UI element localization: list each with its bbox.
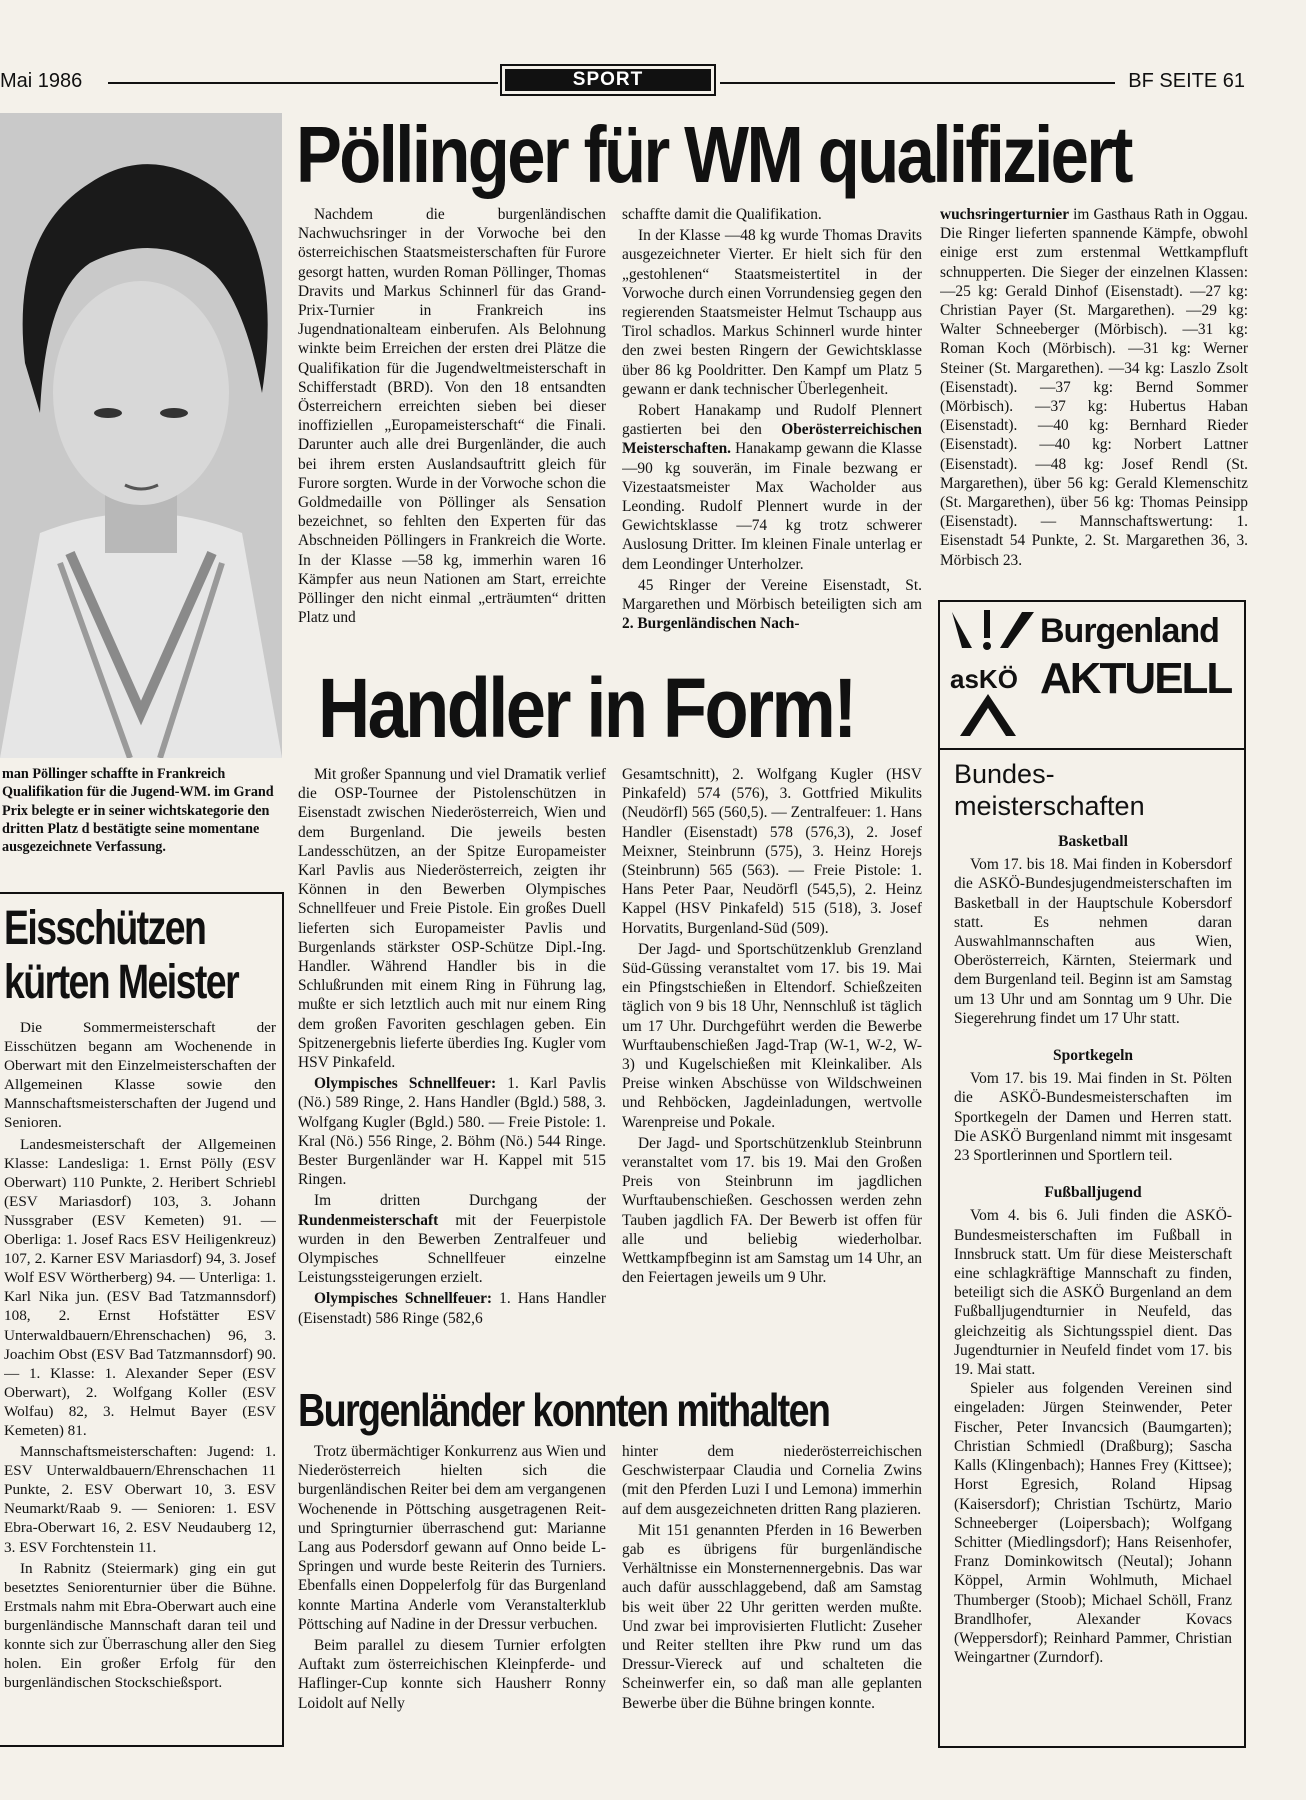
header-page-number: BF SEITE 61 [1128, 70, 1245, 92]
askoe-logo [940, 602, 1244, 748]
article3-column-1: Trotz übermächtiger Konkurrenz aus Wien und Niederösterreich hielten sich die burgenländischen Reiter bei dem am vergangenen Wochenende in Pöttsching ausgetragenen Reit- und Springturnier überraschend gut: Marianne Lang aus Podersdorf gewann auf Onno beide L-Springen und wurde beste Reiterin des Turniers. Ebenfalls einen Doppelerfolg für das Burgenland konnte Martina Anderle vom Veranstalterklub Pöttsching auf Nadine in der Dressur verbuchen. Beim parallel zu diesem Turnier erfolgten Auftakt zum österreichischen Kleinpferde- und Haflinger-Cup konnte sich Hausherr Ronny Loidolt auf Nelly [298, 1443, 606, 1712]
page-header [0, 70, 1245, 96]
header-rule-right [720, 82, 1115, 84]
askoe-emblem-icon [948, 608, 1038, 736]
bundesmeisterschaften-body: Basketball Vom 17. bis 18. Mai finden in Kobersdorf die ASKÖ-Bundesjugendmeisterschaften im Basketball in der Hauptschule Kobersdorf statt. Es nehmen daran Auswahlmannschaften aus Wien, Oberösterreich, Kärnten, Steiermark und dem Burgenland teil. Beginn ist am Samstag um 13 Uhr und am Sonntag um 9 Uhr. Die Siegerehrung findet um 17 Uhr statt. Sportkegeln Vom 17. bis 19. Mai finden in St. Pölten die ASKÖ-Bundesmeisterschaften im Sportkegeln der Damen und Herren statt. Die ASKÖ Burgenland nimmt mit insgesamt 23 Sportlerinnen und Sportlern teil. Fußballjugend Vom 4. bis 6. Juli finden die ASKÖ-Bundesmeisterschaften im Fußball in Innsbruck statt. Um für diese Meisterschaft eine schlagkräftige Mannschaft zu finden, beteiligt sich die ASKÖ Burgenland an dem Fußballjugendturnier in Neufeld, das gleichzeitig als Sichtungsspiel dient. Das Jugendturnier in Neufeld findet vom 17. bis 19. Mai statt. Spieler aus folgenden Vereinen sind eingeladen: Jürgen Steinwender, Peter Fischer, Peter Invancsich (Baumgarten); Christian Schmiedl (Draßburg); Sascha Kalls (Klingenbach); Hannes Frey (Kittsee); Horst Egresich, Roland Hipsag (Kaisersdorf); Christian Tschürtz, Mario Schneeberger (Loipersbach); Wolfgang Schitter (Miedlingsdorf); Hans Reisenhofer, Franz Dominkowitsch (Neutal); Johann Köppel, Armin Wohlmuth, Michael Thumberger (Stoob); Michael Schöll, Franz Brandlhofer, Alexander Kovacs (Weppersdorf); Reinhard Pammer, Christian Weingartner (Zurndorf). [954, 833, 1232, 1667]
headline-burgenlaender: Burgenländer konnten mithalten [298, 1384, 830, 1436]
eisschuetzen-box [0, 892, 284, 1747]
portrait-illustration [0, 113, 282, 758]
article3-column-2: hinter dem niederösterreichischen Geschwisterpaar Claudia und Cornelia Zwins (mit den Pferden Luzi I und Lemona) immerhin auf dem ausgezeichneten dritten Rang plazieren. Mit 151 genannten Pferden in 16 Bewerben gab es übrigens für burgenländische Verhältnisse ein Monsternennergebnis. Das war auch dafür ausschlaggebend, daß am Samstag bis weit über 22 Uhr geritten werden mußte. Und zwar bei improvisierten Flutlicht: Zuseher und Reiter stellten ihre Pkw rund um das Dressur-Viereck auf und schalteten die Scheinwerfer ein, so daß man alle geplanten Bewerbe über die Bühne bringen konnte. [622, 1443, 922, 1712]
photo-caption: man Pöllinger schaffte in Frankreich Qualifikation für die Jugend-WM. im Grand Prix belegte er in seiner wichtskategorie den dritten Platz d bestätigte seine momentane ausgezeichnete Verfassung. [2, 766, 274, 856]
article2-column-2: Gesamtschnitt), 2. Wolfgang Kugler (HSV Pinkafeld) 574 (576), 3. Gottfried Mikulits (Neudörfl) 565 (560,5). — Zentralfeuer: 1. Hans Handler (Eisenstadt) 578 (576,3), 2. Josef Meixner, Steinbrunn (575), 3. Heinz Horejs (Steinbrunn) 565 (563). — Freie Pistole: 1. Hans Peter Paar, Neudörfl (545,5), 2. Heinz Kappel (HSV Pinkafeld) 515 (518), 3. Josef Horvatits, Burgenland-Süd (509). Der Jagd- und Sportschützenklub Grenzland Süd-Güssing veranstaltet vom 17. bis 19. Mai ein Pfingstschießen in Eltendorf. Schießzeiten täglich von 9 bis 18 Uhr, Nennschluß ist täglich um 17 Uhr. Durchgeführt werden die Bewerbe Wurftaubenschießen Jagd-Trap (W-1, W-2, W-3) und Kugelschießen mit Kleinkaliber. Als Preise winken Abschüsse von Wildschweinen und Rehböcken, Jagdeinladungen, wertvolle Warenpreise und Pokale. Der Jagd- und Sportschützenklub Steinbrunn veranstaltet vom 17. bis 19. Mai den Großen Preis von Steinbrunn im jagdlichen Wurftaubenschießen. Geschossen werden zehn Tauben jagdlich FA. Der Bewerb ist offen für alle und beliebig wiederholbar. Wettkampfbeginn ist am Samstag um 14 Uhr, an den Feiertagen jeweils um 9 Uhr. [622, 766, 922, 1287]
article1-column-3: wuchsringerturnier im Gasthaus Rath in Oggau. Die Ringer lieferten spannende Kämpfe, obwohl einige erst zum erstenmal Wettkampfluft schnupperten. Die Sieger der einzelnen Klassen: —25 kg: Gerald Dinhof (Eisenstadt). —27 kg: Christian Payer (St. Margarethen). —29 kg: Walter Schneeberger (Mörbisch). —31 kg: Roman Koch (Mörbisch). —31 kg: Werner Steiner (St. Margarethen). —34 kg: Laszlo Zsolt (Eisenstadt). —37 kg: Bernd Sommer (Mörbisch). —37 kg: Hubertus Haban (Eisenstadt). —40 kg: Bernhard Rieder (Eisenstadt). —40 kg: Norbert Lattner (Eisenstadt). —48 kg: Josef Rendl (St. Margarethen), über 56 kg: Gerald Klemenschitz (St. Margarethen), über 56 kg: Thomas Peinsipp (Eisenstadt). — Mannschaftswertung: 1. Eisenstadt 54 Punkte, 2. St. Margarethen 36, 3. Mörbisch 23. [940, 206, 1248, 569]
article1-column-2: schaffte damit die Qualifikation. In der Klasse —48 kg wurde Thomas Dravits ausgezeichneter Vierter. Er hielt sich für den „gestohlenen“ Staatsmeistertitel in der Vorwoche durch einen Vorrundensieg gegen den regierenden Staatsmeister Helmut Tschaupp aus Tirol schadlos. Markus Schinnerl wurde hinter den zwei besten Ringern der Gewichtsklasse über 86 kg Pooldritter. Den Kampf um Platz 5 gewann er dank technischer Überlegenheit. Robert Hanakamp und Rudolf Plennert gastierten bei den Oberösterreichischen Meisterschaften. Hanakamp gewann die Klasse —90 kg souverän, im Finale bezwang er Vizestaatsmeister Max Wacholder aus Leonding. Rudolf Plennert wurde in der Gewichtsklasse —74 kg trotz schwerer Auslosung Dritter. Im kleinen Finale unterlag er dem Leondinger Unterholzer. 45 Ringer der Vereine Eisenstadt, St. Margarethen und Mörbisch beteiligten sich am 2. Burgenländischen Nach- [622, 206, 922, 633]
sportkegeln-heading: Sportkegeln [1052, 1047, 1134, 1065]
svg-text:asKÖ: asKÖ [950, 664, 1018, 694]
article1-column-1: Nachdem die burgenländischen Nachwuchsringer in der Vorwoche bei den österreichischen Staatsmeisterschaften für Furore gesorgt hatten, wurden Roman Pöllinger, Thomas Dravits und Markus Schinnerl für das Grand-Prix-Turnier in Frankreich ins Jugendnationalteam einberufen. Als Belohnung winkte beim Erreichen der ersten drei Plätze die Qualifikation für die Jugendweltmeisterschaft in Schifferstadt (BRD). Von den 18 entsandten Österreichern erreichten sieben bei dieser inoffiziellen „Europameisterschaft“ die Finali. Darunter auch alle drei Burgenländer, die auch bei ihrem ersten Auslandsauftritt gleich für Furore sorgten. Wurde in der Vorwoche schon die Goldmedaille von Pöllinger als Sensation bezeichnet, so fehlten den Experten für das Abschneiden Pöllingers in Frankreich die Worte. In der Klasse —58 kg, immerhin waren 16 Kämpfer aus neun Nationen am Start, erreichte Pöllinger den nicht einmal „erträumten“ dritten Platz und [298, 206, 606, 627]
fussballjugend-heading: Fußballjugend [1044, 1184, 1142, 1202]
eisschuetzen-headline-1: Eisschützen [4, 902, 206, 955]
askoe-aktuell-box [938, 600, 1246, 1748]
headline-handler: Handler in Form! [318, 661, 855, 755]
header-rule-left [108, 82, 498, 84]
article2-column-1: Mit großer Spannung und viel Dramatik verlief die OSP-Tournee der Pistolenschützen in Eisenstadt zwischen Niederösterreich, Wien und dem Burgenland. Die jeweils besten Landesschützen, an der Spitze Europameister Karl Pavlis aus Niederösterreich, zeigten ihr Können in den Bewerben Olympisches Schnellfeuer und Freie Pistole. Ein großes Duell lieferten sich Europameister Pavlis und Burgenlands stärkster OSP-Schütze Dipl.-Ing. Handler. Während Handler bis in die Schlußrunden mit einem Ring in Führung lag, mußte er sich letztlich auch mit nur einem Ring dem großen Favoriten geschlagen geben. Ein Spitzenergebnis lieferte überdies Ing. Kugler vom HSV Pinkafeld. Olympisches Schnellfeuer: 1. Karl Pavlis (Nö.) 589 Ringe, 2. Hans Handler (Bgld.) 588, 3. Wolfgang Kugler (Bgld.) 580. — Freie Pistole: 1. Kral (Nö.) 556 Ringe, 2. Böhm (Nö.) 544 Ringe. Bester Burgenländer war H. Kappel mit 515 Ringen. Im dritten Durchgang der Rundenmeisterschaft mit der Feuerpistole wurden in den Bewerben Zentralfeuer und Olympisches Schnellfeuer einzelne Leistungssteigerungen erzielt. Olympisches Schnellfeuer: 1. Hans Handler (Eisenstadt) 586 Ringe (582,6 [298, 766, 606, 1327]
logo-text-burgenland: Burgenland [1040, 612, 1219, 650]
headline-poellinger: Pöllinger für WM qualifiziert [296, 110, 1131, 199]
basketball-heading: Basketball [1058, 833, 1128, 850]
logo-text-aktuell: AKTUELL [1040, 654, 1232, 703]
eisschuetzen-headline-2: kürten Meister [4, 956, 239, 1009]
eisschuetzen-body: Die Sommermeisterschaft der Eisschützen begann am Wochenende in Oberwart mit den Einzelmeisterschaften der Allgemeinen Klasse sowie den Mannschaftsmeisterschaften der Jugend und Senioren. Landesmeisterschaft der Allgemeinen Klasse: Landesliga: 1. Ernst Pölly (ESV Oberwart) 110 Punkte, 2. Heribert Schriebl (ESV Mariasdorf) 103, 3. Johann Nussgraber (ESV Kemeten) 91. — Oberliga: 1. Josef Racs ESV Heiligenkreuz) 107, 2. Karner ESV Mariasdorf) 94, 3. Josef Wolf ESV Wörtherberg) 94. — Unterliga: 1. Karl Nika jun. (ESV Bad Tatzmannsdorf) 108, 2. Ernst Hofstätter ESV Unterwaldbauern/Ehrenschachen) 96, 3. Joachim Obst (ESV Bad Tatzmannsdorf) 90. — 1. Klasse: 1. Alexander Seper (ESV Oberwart), 2. Wolfgang Koller (ESV Wolfau) 82, 3. Helmut Bayer (ESV Kemeten) 81. Mannschaftsmeisterschaften: Jugend: 1. ESV Unterwaldbauern/Ehrenschachen 11 Punkte, 2. ESV Oberwart 10, 3. ESV Neumarkt/Raab 9. — Senioren: 1. ESV Ebra-Oberwart 16, 2. ESV Neudauberg 12, 3. ESV Forchtenstein 11. In Rabnitz (Steiermark) ging ein gut besetztes Seniorenturnier über die Bühne. Erstmals nahm mit Ebra-Oberwart auch eine burgenländische Mannschaft daran teil und konnte sich zur Überraschung aller den Sieg holen. Ein großer Erfolg für den burgenländischen Stockschießsport. [4, 1019, 276, 1692]
section-label: SPORT [500, 64, 716, 96]
header-date: Mai 1986 [0, 70, 83, 92]
bundesmeisterschaften-title: Bundes-meisterschaften [954, 759, 1145, 821]
athlete-photo [0, 113, 282, 758]
